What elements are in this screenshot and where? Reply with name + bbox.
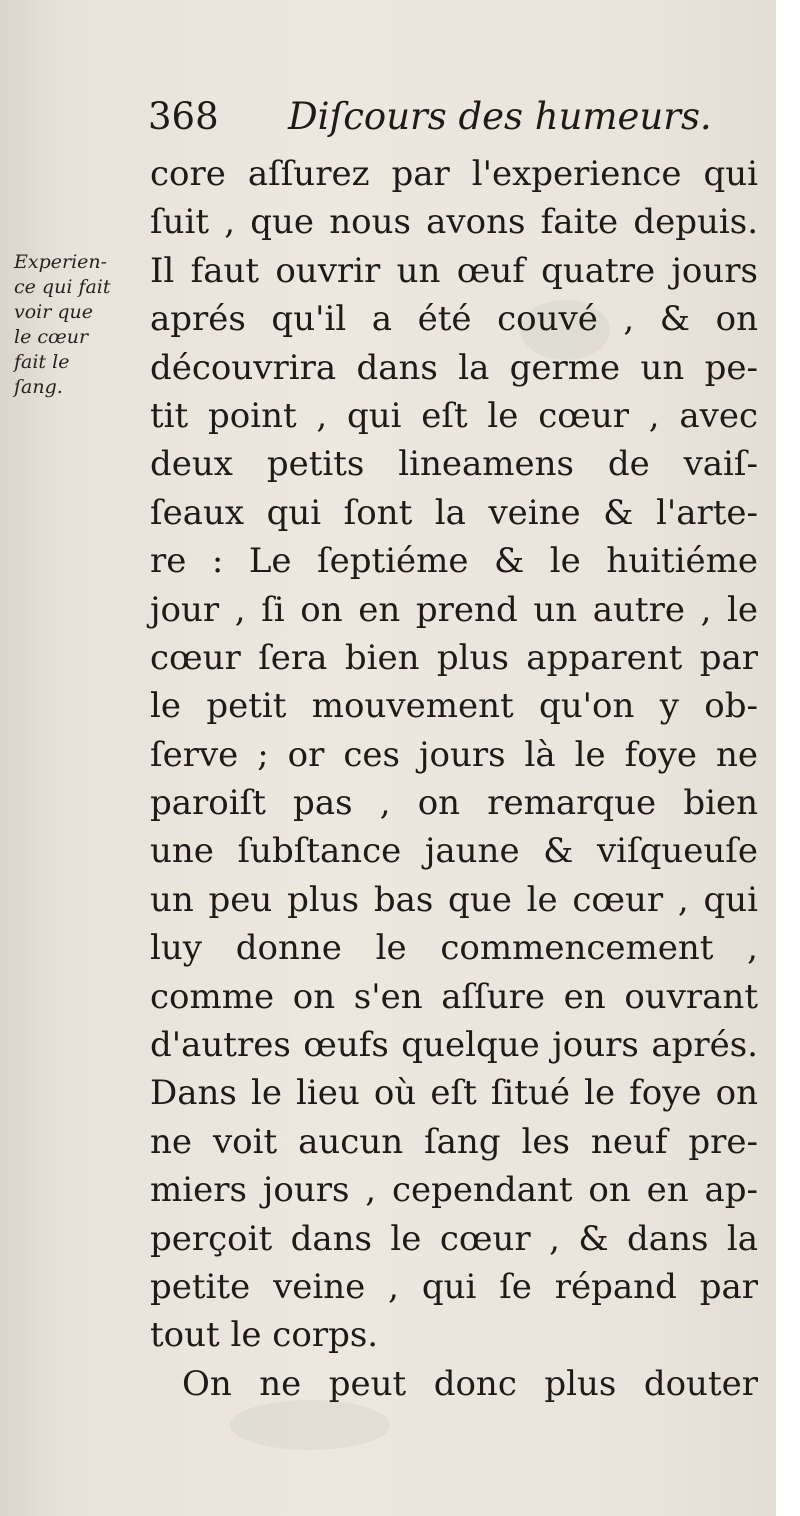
text-line: re : Le ſeptiéme & le huitiéme <box>150 541 758 582</box>
text-line: ſeaux qui ſont la veine & l'arte- <box>150 492 758 533</box>
text-line: Il faut ouvrir un œuf quatre jours <box>150 250 758 291</box>
text-line: tit point , qui eſt le cœur , avec <box>150 395 758 436</box>
text-line: aprés qu'il a été couvé , & on <box>150 299 758 340</box>
text-line: comme on s'en aſſure en ouvrant <box>150 976 758 1017</box>
marginal-note-line: ce qui fait <box>14 276 111 298</box>
text-line: un peu plus bas que le cœur , qui <box>150 879 758 920</box>
page-edge <box>776 0 800 1516</box>
marginal-note-line: voir que <box>14 301 94 323</box>
text-line: ſerve ; or ces jours là le foye ne <box>150 734 758 775</box>
text-line: découvrira dans la germe un pe- <box>150 347 758 388</box>
text-line: d'autres œufs quelque jours aprés. <box>150 1025 758 1066</box>
text-line: core aſſurez par l'experience qui <box>150 154 758 194</box>
text-line: petite veine , qui ſe répand par <box>150 1266 758 1307</box>
text-line: paroiſt pas , on remarque bien <box>150 783 758 824</box>
text-line: une ſubſtance jaune & viſqueuſe <box>150 831 758 872</box>
text-line: luy donne le commencement , <box>150 928 758 969</box>
text-line: le petit mouvement qu'on y ob- <box>150 686 758 727</box>
page-number: 368 <box>148 95 219 138</box>
text-line: On ne peut donc plus douter <box>182 1363 758 1404</box>
marginal-note-line: ſang. <box>14 376 63 398</box>
text-line: tout le corps. <box>150 1315 379 1356</box>
marginal-note <box>14 250 144 400</box>
text-line: miers jours , cependant on en ap- <box>150 1170 758 1211</box>
text-line: jour , ſi on en prend un autre , le <box>150 589 758 630</box>
body-text <box>150 150 758 1408</box>
text-line: cœur ſera bien plus apparent par <box>150 637 758 678</box>
text-line: Dans le lieu où eſt ſitué le foye on <box>150 1073 758 1114</box>
marginal-note-line: fait le <box>14 351 70 373</box>
running-title: Diſcours des humeurs. <box>288 95 712 138</box>
text-line: deux petits lineamens de vaiſ- <box>150 444 758 485</box>
text-line: perçoit dans le cœur , & dans la <box>150 1218 758 1259</box>
text-line: ſuit , que nous avons faite depuis. <box>150 202 758 243</box>
marginal-note-line: le cœur <box>14 326 89 348</box>
text-line: ne voit aucun ſang les neuf pre- <box>150 1121 758 1162</box>
marginal-note-line: Experien- <box>14 251 108 273</box>
running-header <box>148 92 748 142</box>
